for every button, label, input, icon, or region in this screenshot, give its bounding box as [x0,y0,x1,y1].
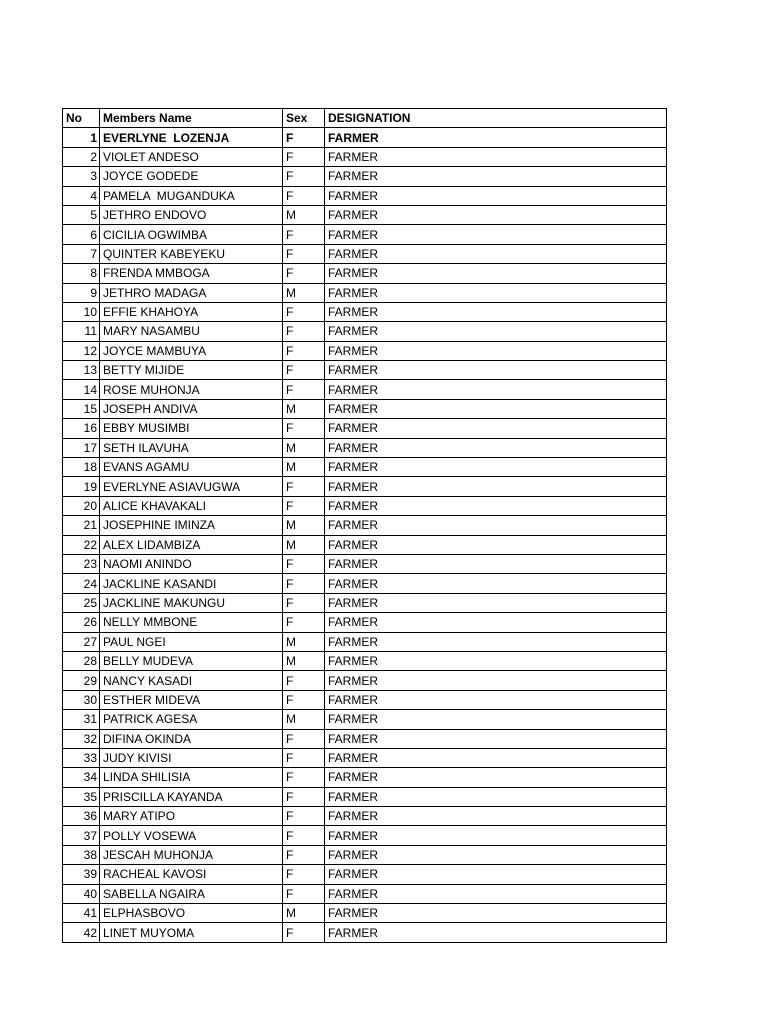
cell-designation: FARMER [325,458,667,477]
cell-member-name: MARY ATIPO [100,807,283,826]
cell-member-name: EBBY MUSIMBI [100,419,283,438]
table-row [63,458,667,477]
cell-no: 26 [63,613,100,632]
table-row [63,419,667,438]
cell-designation: FARMER [325,710,667,729]
cell-member-name: NELLY MMBONE [100,613,283,632]
cell-designation: FARMER [325,167,667,186]
table-row [63,283,667,302]
cell-member-name: JOYCE MAMBUYA [100,341,283,360]
cell-sex: F [283,302,325,321]
cell-no: 6 [63,225,100,244]
cell-member-name: JOSEPHINE IMINZA [100,516,283,535]
cell-member-name: CICILIA OGWIMBA [100,225,283,244]
cell-no: 23 [63,554,100,573]
cell-member-name: PAUL NGEI [100,632,283,651]
table-row [63,341,667,360]
cell-sex: F [283,322,325,341]
cell-sex: F [283,613,325,632]
cell-no: 14 [63,380,100,399]
cell-sex: M [283,710,325,729]
cell-member-name: PRISCILLA KAYANDA [100,787,283,806]
cell-sex: F [283,128,325,147]
table-row [63,264,667,283]
cell-member-name: BETTY MIJIDE [100,361,283,380]
cell-designation: FARMER [325,496,667,515]
cell-designation: FARMER [325,593,667,612]
header-designation: DESIGNATION [325,109,667,128]
cell-sex: F [283,574,325,593]
table-row [63,147,667,166]
cell-no: 28 [63,651,100,670]
table-row [63,128,667,147]
table-row [63,884,667,903]
cell-designation: FARMER [325,884,667,903]
cell-sex: F [283,225,325,244]
table-row [63,399,667,418]
table-row [63,438,667,457]
header-sex: Sex [283,109,325,128]
cell-no: 20 [63,496,100,515]
cell-designation: FARMER [325,845,667,864]
cell-sex: F [283,690,325,709]
cell-member-name: ALEX LIDAMBIZA [100,535,283,554]
cell-member-name: ESTHER MIDEVA [100,690,283,709]
cell-member-name: LINET MUYOMA [100,923,283,942]
cell-sex: F [283,748,325,767]
cell-sex: M [283,283,325,302]
cell-member-name: ROSE MUHONJA [100,380,283,399]
cell-sex: F [283,361,325,380]
cell-no: 22 [63,535,100,554]
cell-no: 42 [63,923,100,942]
cell-designation: FARMER [325,302,667,321]
cell-member-name: JETHRO MADAGA [100,283,283,302]
members-sheet [62,108,666,943]
cell-designation: FARMER [325,419,667,438]
header-members-name: Members Name [100,109,283,128]
cell-designation: FARMER [325,516,667,535]
cell-designation: FARMER [325,380,667,399]
cell-member-name: JUDY KIVISI [100,748,283,767]
cell-member-name: PAMELA MUGANDUKA [100,186,283,205]
cell-sex: M [283,535,325,554]
cell-no: 32 [63,729,100,748]
cell-designation: FARMER [325,826,667,845]
cell-no: 27 [63,632,100,651]
cell-sex: M [283,904,325,923]
table-row [63,516,667,535]
cell-designation: FARMER [325,225,667,244]
cell-designation: FARMER [325,748,667,767]
cell-designation: FARMER [325,865,667,884]
cell-sex: F [283,244,325,263]
cell-designation: FARMER [325,904,667,923]
table-row [63,613,667,632]
cell-no: 13 [63,361,100,380]
cell-member-name: SABELLA NGAIRA [100,884,283,903]
cell-designation: FARMER [325,574,667,593]
cell-no: 30 [63,690,100,709]
cell-sex: M [283,651,325,670]
cell-no: 35 [63,787,100,806]
cell-member-name: JOYCE GODEDE [100,167,283,186]
table-row [63,632,667,651]
cell-sex: F [283,554,325,573]
cell-sex: F [283,147,325,166]
cell-designation: FARMER [325,690,667,709]
table-row [63,768,667,787]
cell-sex: M [283,205,325,224]
cell-no: 4 [63,186,100,205]
cell-sex: F [283,768,325,787]
table-row [63,322,667,341]
cell-sex: F [283,341,325,360]
cell-member-name: EVERLYNE LOZENJA [100,128,283,147]
cell-designation: FARMER [325,128,667,147]
cell-member-name: JACKLINE MAKUNGU [100,593,283,612]
cell-no: 19 [63,477,100,496]
table-row [63,361,667,380]
cell-no: 37 [63,826,100,845]
cell-sex: F [283,884,325,903]
cell-sex: F [283,787,325,806]
cell-no: 24 [63,574,100,593]
cell-no: 29 [63,671,100,690]
cell-designation: FARMER [325,632,667,651]
cell-designation: FARMER [325,768,667,787]
cell-designation: FARMER [325,322,667,341]
cell-no: 7 [63,244,100,263]
cell-member-name: ELPHASBOVO [100,904,283,923]
table-row [63,380,667,399]
cell-no: 11 [63,322,100,341]
cell-designation: FARMER [325,399,667,418]
cell-member-name: DIFINA OKINDA [100,729,283,748]
cell-designation: FARMER [325,341,667,360]
table-row [63,554,667,573]
cell-no: 41 [63,904,100,923]
cell-member-name: NANCY KASADI [100,671,283,690]
cell-designation: FARMER [325,186,667,205]
cell-member-name: LINDA SHILISIA [100,768,283,787]
table-row [63,244,667,263]
table-row [63,904,667,923]
cell-sex: M [283,632,325,651]
table-row [63,477,667,496]
table-row [63,923,667,942]
table-body [63,128,667,942]
cell-designation: FARMER [325,264,667,283]
table-row [63,710,667,729]
cell-no: 31 [63,710,100,729]
cell-designation: FARMER [325,651,667,670]
cell-designation: FARMER [325,283,667,302]
table-row [63,826,667,845]
cell-no: 8 [63,264,100,283]
table-row [63,496,667,515]
cell-no: 25 [63,593,100,612]
cell-no: 17 [63,438,100,457]
table-row [63,593,667,612]
cell-no: 2 [63,147,100,166]
cell-member-name: SETH ILAVUHA [100,438,283,457]
cell-sex: F [283,826,325,845]
cell-sex: F [283,496,325,515]
cell-designation: FARMER [325,244,667,263]
cell-designation: FARMER [325,729,667,748]
cell-no: 21 [63,516,100,535]
cell-no: 36 [63,807,100,826]
table-row [63,302,667,321]
cell-designation: FARMER [325,438,667,457]
cell-sex: F [283,807,325,826]
cell-no: 40 [63,884,100,903]
table-row [63,186,667,205]
cell-designation: FARMER [325,147,667,166]
cell-designation: FARMER [325,477,667,496]
cell-no: 1 [63,128,100,147]
cell-member-name: JETHRO ENDOVO [100,205,283,224]
cell-designation: FARMER [325,807,667,826]
cell-no: 5 [63,205,100,224]
cell-member-name: EVERLYNE ASIAVUGWA [100,477,283,496]
cell-sex: F [283,671,325,690]
cell-no: 10 [63,302,100,321]
cell-sex: M [283,399,325,418]
cell-designation: FARMER [325,613,667,632]
cell-sex: F [283,845,325,864]
cell-member-name: EFFIE KHAHOYA [100,302,283,321]
cell-no: 33 [63,748,100,767]
cell-member-name: NAOMI ANINDO [100,554,283,573]
table-row [63,865,667,884]
table-row [63,845,667,864]
cell-member-name: MARY NASAMBU [100,322,283,341]
cell-member-name: JOSEPH ANDIVA [100,399,283,418]
cell-designation: FARMER [325,671,667,690]
cell-member-name: FRENDA MMBOGA [100,264,283,283]
table-row [63,225,667,244]
cell-designation: FARMER [325,923,667,942]
cell-no: 15 [63,399,100,418]
cell-member-name: JACKLINE KASANDI [100,574,283,593]
cell-no: 3 [63,167,100,186]
table-row [63,729,667,748]
cell-sex: F [283,186,325,205]
cell-no: 39 [63,865,100,884]
header-row [63,109,667,128]
cell-sex: F [283,593,325,612]
members-table [62,108,667,943]
cell-no: 9 [63,283,100,302]
table-row [63,748,667,767]
cell-sex: F [283,264,325,283]
cell-designation: FARMER [325,787,667,806]
cell-sex: F [283,477,325,496]
cell-sex: F [283,419,325,438]
table-row [63,205,667,224]
table-row [63,690,667,709]
table-row [63,535,667,554]
cell-designation: FARMER [325,361,667,380]
cell-sex: F [283,380,325,399]
table-row [63,671,667,690]
cell-no: 38 [63,845,100,864]
cell-sex: F [283,865,325,884]
table-row [63,167,667,186]
cell-no: 34 [63,768,100,787]
cell-sex: F [283,167,325,186]
table-row [63,807,667,826]
cell-sex: M [283,438,325,457]
cell-no: 18 [63,458,100,477]
cell-sex: M [283,516,325,535]
cell-sex: M [283,458,325,477]
header-no: No [63,109,100,128]
cell-member-name: QUINTER KABEYEKU [100,244,283,263]
cell-designation: FARMER [325,554,667,573]
cell-member-name: RACHEAL KAVOSI [100,865,283,884]
cell-no: 16 [63,419,100,438]
cell-member-name: ALICE KHAVAKALI [100,496,283,515]
cell-sex: F [283,923,325,942]
cell-member-name: VIOLET ANDESO [100,147,283,166]
table-row [63,651,667,670]
cell-no: 12 [63,341,100,360]
cell-member-name: EVANS AGAMU [100,458,283,477]
cell-member-name: BELLY MUDEVA [100,651,283,670]
table-row [63,787,667,806]
cell-member-name: JESCAH MUHONJA [100,845,283,864]
cell-designation: FARMER [325,205,667,224]
cell-member-name: PATRICK AGESA [100,710,283,729]
cell-member-name: POLLY VOSEWA [100,826,283,845]
cell-designation: FARMER [325,535,667,554]
cell-sex: F [283,729,325,748]
table-row [63,574,667,593]
